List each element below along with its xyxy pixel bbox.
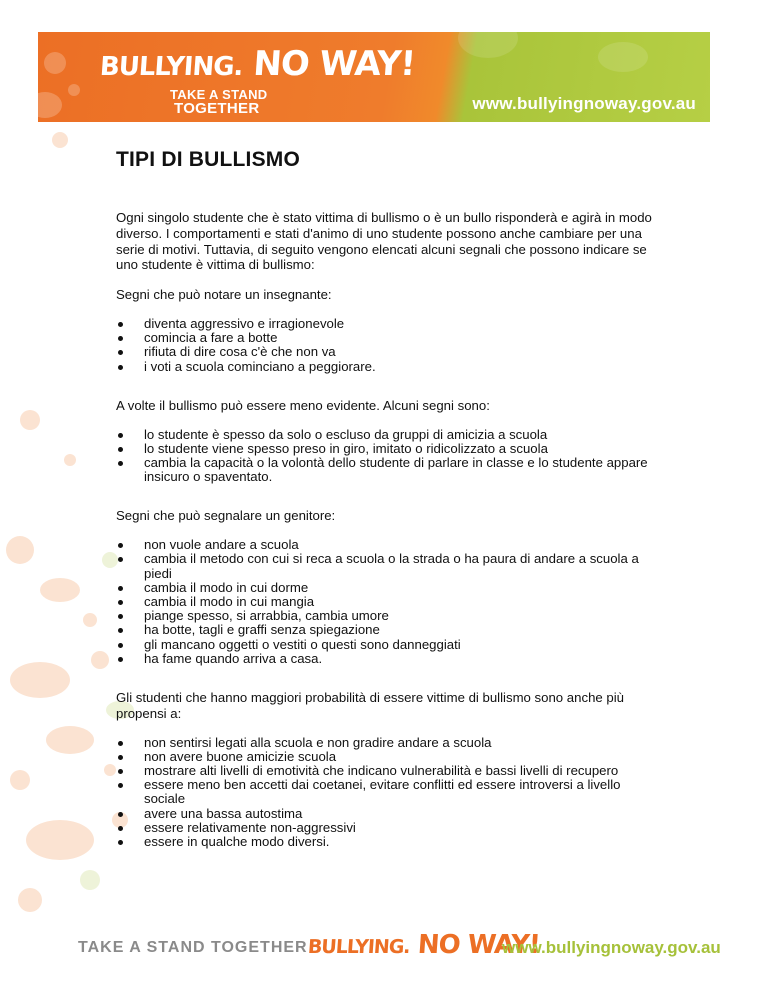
document-body [116, 148, 656, 873]
page-footer [72, 928, 721, 968]
list-item: lo studente è spesso da solo o escluso da gruppi di amicizia a scuola [116, 428, 656, 442]
list-item: rifiuta di dire cosa c'è che non va [116, 345, 656, 359]
list-item: cambia il modo in cui mangia [116, 595, 656, 609]
logo-word-bullying: BULLYING. [98, 52, 244, 82]
section-heading: Gli studenti che hanno maggiori probabilità di essere vittime di bullismo sono anche più propensi a: [116, 690, 625, 721]
banner-url-link[interactable]: www.bullyingnoway.gov.au [472, 94, 696, 113]
paint-splat [38, 92, 62, 118]
list-item: ha botte, tagli e graffi senza spiegazione [116, 623, 656, 637]
list-item: avere una bassa autostima [116, 807, 656, 821]
footer-logo-word-bullying: BULLYING. [307, 936, 411, 958]
list-item: non avere buone amicizie scuola [116, 750, 656, 764]
tagline-line-1: TAKE A STAND [170, 87, 268, 102]
paint-splat [44, 52, 66, 74]
list-item: cambia il metodo con cui si reca a scuola o la strada o ha paura di andare a scuola a piedi [116, 552, 656, 580]
bullet-list [116, 736, 656, 850]
footer-tagline: TAKE A STAND TOGETHER [78, 939, 308, 956]
list-item: comincia a fare a botte [116, 331, 656, 345]
list-item: non vuole andare a scuola [116, 538, 656, 552]
section-heading: Segni che può notare un insegnante: [116, 287, 332, 303]
list-item: ha fame quando arriva a casa. [116, 652, 656, 666]
tagline-line-2: TOGETHER [174, 100, 260, 117]
page-title: TIPI DI BULLISMO [116, 148, 301, 171]
list-item: mostrare alti livelli di emotività che indicano vulnerabilità e bassi livelli di recupero [116, 764, 656, 778]
section-heading: A volte il bullismo può essere meno evidente. Alcuni segni sono: [116, 397, 490, 413]
paint-splat [458, 32, 518, 58]
list-item: cambia il modo in cui dorme [116, 581, 656, 595]
banner-tagline [170, 88, 267, 116]
list-item: diventa aggressivo e irragionevole [116, 317, 656, 331]
footer-logo-word-no-way: NO WAY! [416, 930, 541, 960]
bullet-list [116, 317, 656, 374]
header-banner [38, 32, 710, 122]
brand-logo [99, 46, 416, 85]
intro-paragraph: Ogni singolo studente che è stato vittima di bullismo o è un bullo risponderà e agirà in modo diverso. I comportamenti e stati d'animo di uno studente possono anche cambiare per una serie di motivi. Tuttavia, di seguito vengono elencati alcuni segnali che possono indicare se uno studente è vittima di bullismo: [116, 210, 652, 273]
footer-url-link[interactable]: www.bullyingnoway.gov.au [502, 938, 721, 957]
list-item: essere in qualche modo diversi. [116, 835, 656, 849]
list-item: i voti a scuola cominciano a peggiorare. [116, 360, 656, 374]
list-item: lo studente viene spesso preso in giro, imitato o ridicolizzato a scuola [116, 442, 656, 456]
list-item: non sentirsi legati alla scuola e non gradire andare a scuola [116, 736, 656, 750]
list-item: cambia la capacità o la volontà dello studente di parlare in classe e lo studente appare insicuro o spaventato. [116, 456, 656, 484]
list-item: gli mancano oggetti o vestiti o questi sono danneggiati [116, 638, 656, 652]
bullet-list [116, 428, 656, 485]
bullet-list [116, 538, 656, 666]
paint-splat [68, 84, 80, 96]
list-item: essere meno ben accetti dai coetanei, evitare conflitti ed essere introversi a livello sociale [116, 778, 656, 806]
list-item: essere relativamente non-aggressivi [116, 821, 656, 835]
section-heading: Segni che può segnalare un genitore: [116, 508, 336, 524]
list-item: piange spesso, si arrabbia, cambia umore [116, 609, 656, 623]
paint-splat [598, 42, 648, 72]
logo-word-no-way: NO WAY! [252, 44, 417, 84]
